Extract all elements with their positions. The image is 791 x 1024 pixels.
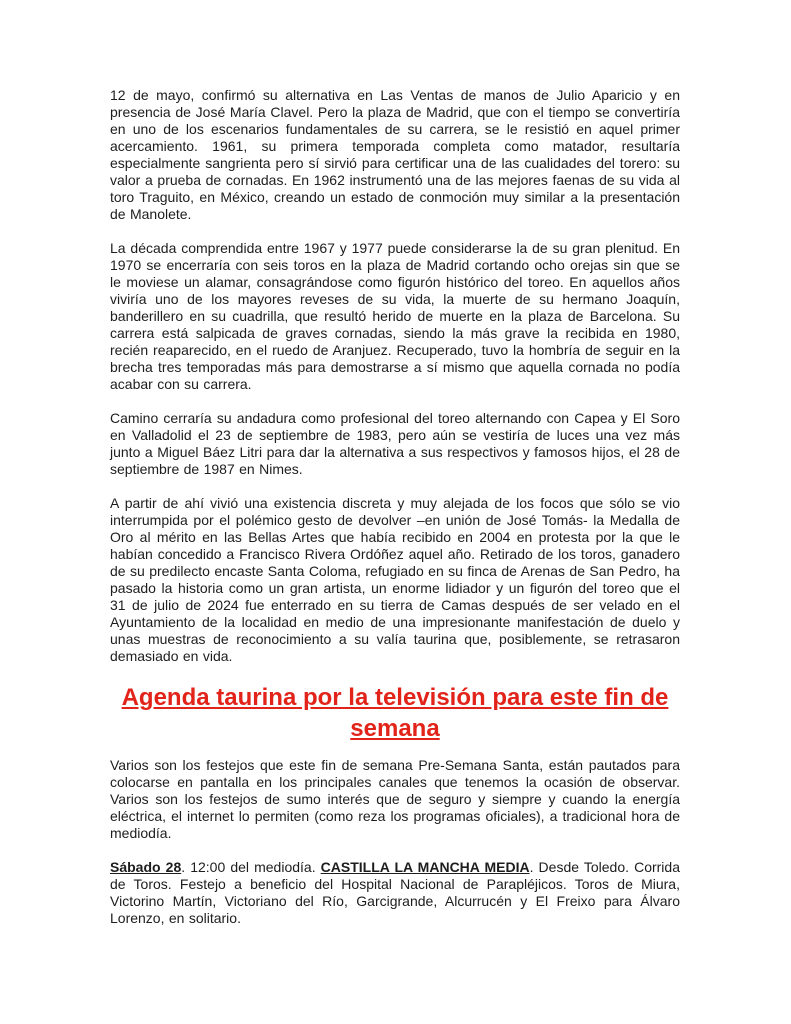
body-paragraph: La década comprendida entre 1967 y 1977 puede considerarse la de su gran plenitud. En 1970 se encerraría con seis toros en la plaza de Madrid cortando ocho orejas sin que se le moviese un alamar, consagrándose como figurón histórico del toreo. En aquellos años viviría uno de los mayores reveses de su vida, la muerte de su hermano Joaquín, banderillero en su cuadrilla, que resultó herido de muerte en la plaza de Barcelona. Su carrera está salpicada de graves cornadas, siendo la más grave la recibida en 1980, recién reaparecido, en el ruedo de Aranjuez. Recuperado, tuvo la hombría de seguir en la brecha tres temporadas más para demostrarse a sí mismo que aquella cornada no podía acabar con su carrera.: [110, 240, 680, 392]
plain-text: . Desde Toledo. Corrida de Toros. Festejo a beneficio del Hospital Nacional de Parapléjicos. Toros de Miura, Victorino Martín, Victoriano del Río, Garcigrande, Alcurrucén y El Freixo para Álvaro Lorenzo, en solitario.: [110, 859, 680, 926]
document-body: [110, 87, 680, 927]
body-paragraph: A partir de ahí vivió una existencia discreta y muy alejada de los focos que sólo se vio interrumpida por el polémico gesto de devolver –en unión de José Tomás- la Medalla de Oro al mérito en las Bellas Artes que había recibido en 2004 en protesta por la que le habían concedido a Francisco Rivera Ordóñez aquel año. Retirado de los toros, ganadero de su predilecto encaste Santa Coloma, refugiado en su finca de Arenas de San Pedro, ha pasado la historia como un gran artista, un enorme lidiador y un figurón del toreo que el 31 de julio de 2024 fue enterrado en su tierra de Camas después de ser velado en el Ayuntamiento de la localidad en medio de una impresionante manifestación de duelo y unas muestras de reconocimiento a su valía taurina que, posiblemente, se retrasaron demasiado en vida.: [110, 495, 680, 664]
section-heading: Agenda taurina por la televisión para este fin de semana: [121, 684, 669, 742]
emphasized-text: CASTILLA LA MANCHA MEDIA: [320, 859, 530, 875]
body-paragraph: 12 de mayo, confirmó su alternativa en Las Ventas de manos de Julio Aparicio y en presencia de José María Clavel. Pero la plaza de Madrid, que con el tiempo se convertiría en uno de los escenarios fundamentales de su carrera, se le resistió en aquel primer acercamiento. 1961, su primera temporada completa como matador, resultaría especialmente sangrienta pero sí sirvió para certificar una de las cualidades del torero: su valor a prueba de cornadas. En 1962 instrumentó una de las mejores faenas de su vida al toro Traguito, en México, creando un estado de conmoción muy similar a la presentación de Manolete.: [110, 87, 680, 222]
body-paragraph: Varios son los festejos que este fin de semana Pre-Semana Santa, están pautados para colocarse en pantalla en los principales canales que tenemos la ocasión de observar. Varios son los festejos de sumo interés que de seguro y siempre y cuando la energía eléctrica, el internet lo permiten (como reza los programas oficiales), a tradicional hora de mediodía.: [110, 757, 680, 841]
agenda-entry-paragraph: [110, 859, 680, 927]
emphasized-text: Sábado 28: [110, 859, 182, 875]
plain-text: . 12:00 del mediodía.: [181, 859, 321, 875]
body-paragraph: Camino cerraría su andadura como profesional del toreo alternando con Capea y El Soro en Valladolid el 23 de septiembre de 1983, pero aún se vestiría de luces una vez más junto a Miguel Báez Litri para dar la alternativa a sus respectivos y famosos hijos, el 28 de septiembre de 1987 en Nimes.: [110, 410, 680, 477]
